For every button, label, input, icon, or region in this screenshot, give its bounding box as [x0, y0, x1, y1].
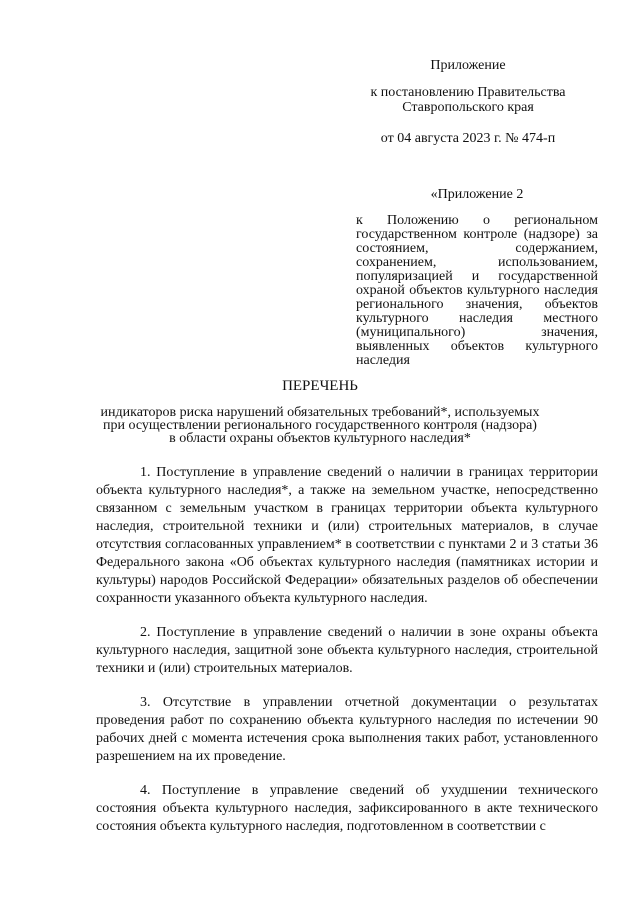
header-spacer — [348, 73, 588, 85]
header-title: Приложение — [430, 58, 506, 73]
paragraph-1: 1. Поступление в управление сведений о наличии в границах территории объекта культурного наследия*, а также на земельном участке, непосредственно связанном с земельным участком в границах территории объекта культурного наследия, строительной техники и (или) строительных материалов, в случае отсутствия согласованных управлением* в соответствии с пунктами 2 и 3 статьи 36 Федерального закона «Об объектах культурного наследия (памятниках истории и культуры) народов Российской Федерации» обязательных разделов об обеспечении сохранности указанного объекта культурного наследия. — [96, 465, 598, 606]
header-date-line: от 04 августа 2023 г. № 474-п — [380, 131, 556, 146]
document-title: ПЕРЕЧЕНЬ — [282, 378, 358, 394]
document-subtitle — [96, 406, 544, 445]
subtitle-line-3: в области охраны объектов культурного наследия* — [169, 431, 471, 446]
paragraph-3: 3. Отсутствие в управлении отчетной документации о результатах проведения работ по сохранению объекта культурного наследия по истечении 90 рабочих дней с момента истечения срока выполнения таких работ, установленного разрешением на их проведение. — [96, 695, 598, 764]
header-line-1: к постановлению Правительства — [370, 85, 566, 100]
paragraph-4: 4. Поступление в управление сведений об ухудшении технического состояния объекта культурного наследия, зафиксированного в акте технического состояния объекта культурного наследия, подготовленном в соответствии с — [96, 783, 598, 834]
paragraph-2: 2. Поступление в управление сведений о наличии в зоне охраны объекта культурного наследия, защитной зоне объекта культурного наследия, строительной техники и (или) строительных материалов. — [96, 625, 598, 676]
header-line-2: Ставропольского края — [402, 100, 534, 115]
subtitle-line-2: при осуществлении регионального государственного контроля (надзора) — [103, 418, 537, 433]
header-block — [348, 58, 588, 146]
appendix-text: к Положению о региональном государственном контроле (надзоре) за состоянием, содержанием, сохранением, использованием, популяризацией и государственной охраной объектов культурного наследия регионального значения, объектов культурного наследия местного (муниципального) значения, выявленных объектов культурного наследия — [356, 213, 598, 368]
appendix-block — [356, 188, 598, 368]
appendix-title: «Приложение 2 — [430, 187, 524, 202]
body-text — [96, 464, 598, 836]
subtitle-line-1: индикаторов риска нарушений обязательных требований*, используемых — [100, 405, 540, 420]
header-spacer-2 — [348, 115, 588, 131]
